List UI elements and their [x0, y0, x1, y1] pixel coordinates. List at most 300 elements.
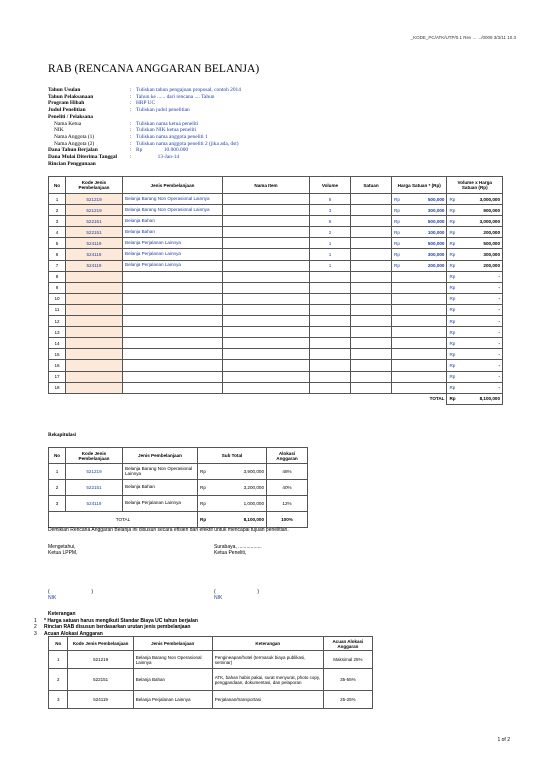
meta-value: Tuliskan NIK ketua peneliti — [136, 127, 197, 134]
row-no: 6 — [49, 249, 66, 260]
meta-label: Tahun Usulan — [48, 87, 81, 93]
row-total-rp: Rp — [447, 293, 464, 304]
row-harga-rp — [392, 282, 410, 293]
row-jenis[interactable] — [123, 282, 223, 293]
row-no: 1 — [49, 194, 66, 205]
row-item[interactable] — [223, 349, 310, 360]
recap-kode: 522151 — [66, 480, 123, 496]
budget-detail-table — [48, 176, 503, 405]
row-harga-rp: Rp — [392, 238, 410, 249]
row-kode[interactable] — [66, 382, 123, 393]
row-satuan[interactable] — [351, 216, 392, 227]
row-satuan[interactable] — [351, 282, 392, 293]
recap-alokasi: 40% — [267, 480, 308, 496]
meta-label: NIK — [54, 127, 64, 134]
row-total: - — [464, 382, 503, 393]
row-kode[interactable]: 522151 — [66, 227, 123, 238]
table-row — [49, 304, 503, 315]
acuan-kode: 522151 — [68, 669, 133, 691]
row-total-rp: Rp — [447, 194, 464, 205]
meta-row — [48, 107, 348, 114]
row-item[interactable] — [223, 282, 310, 293]
row-volume[interactable] — [310, 271, 351, 282]
row-harga[interactable]: 100,000 — [410, 227, 447, 238]
row-satuan[interactable] — [351, 227, 392, 238]
meta-sep: : — [130, 133, 132, 140]
row-no: 16 — [49, 360, 66, 371]
row-volume[interactable] — [310, 304, 351, 315]
row-jenis[interactable] — [123, 271, 223, 282]
row-jenis[interactable] — [123, 349, 223, 360]
meta-sep: : — [130, 140, 132, 147]
row-total: - — [464, 293, 503, 304]
meta-value: 13-Jan-14 — [136, 154, 180, 161]
row-total-rp: Rp — [447, 271, 464, 282]
row-volume[interactable]: 1 — [310, 260, 351, 271]
table-row — [49, 194, 503, 205]
row-harga-rp — [392, 382, 410, 393]
meta-row — [48, 100, 348, 107]
row-item[interactable] — [223, 327, 310, 338]
proposal-meta — [48, 87, 348, 167]
row-total-rp: Rp — [447, 282, 464, 293]
row-jenis[interactable]: Belanja Perjalanan Lainnya — [123, 260, 223, 271]
recap-no: 3 — [49, 496, 66, 512]
meta-row — [48, 127, 348, 134]
row-jenis[interactable] — [123, 382, 223, 393]
row-kode[interactable] — [66, 316, 123, 327]
row-kode[interactable] — [66, 338, 123, 349]
note-num: 1 — [34, 617, 37, 624]
meta-label: Judul Penelitian — [48, 107, 86, 114]
row-item[interactable] — [223, 260, 310, 271]
row-jenis[interactable] — [123, 338, 223, 349]
table-row — [49, 282, 503, 293]
row-item[interactable] — [223, 216, 310, 227]
meta-row — [48, 87, 348, 94]
col-harga: Harga Satuan * (Rp) — [392, 177, 447, 194]
row-jenis[interactable] — [123, 360, 223, 371]
table-row — [49, 205, 503, 216]
row-harga[interactable]: 300,000 — [410, 205, 447, 216]
acuan-value: Maksimal 25% — [323, 651, 372, 669]
row-volume[interactable] — [310, 382, 351, 393]
row-item[interactable] — [223, 205, 310, 216]
col-volume: Volume — [310, 177, 351, 194]
row-jenis[interactable]: Belanja Barang Non Operasional Lainnya — [123, 194, 223, 205]
row-harga[interactable] — [410, 338, 447, 349]
recap-col-subtotal: Sub Total — [198, 448, 267, 464]
row-item[interactable] — [223, 360, 310, 371]
row-total-rp: Rp — [447, 249, 464, 260]
row-total: - — [464, 316, 503, 327]
acuan-col-jenis: Jenis Pembelanjaan — [133, 637, 212, 651]
meta-value: Tuliskan judul penelitian — [136, 107, 190, 114]
row-item[interactable] — [223, 194, 310, 205]
row-harga-rp: Rp — [392, 194, 410, 205]
meta-row — [48, 121, 348, 128]
row-volume[interactable] — [310, 349, 351, 360]
row-kode[interactable] — [66, 327, 123, 338]
row-volume[interactable]: 6 — [310, 194, 351, 205]
row-satuan[interactable] — [351, 316, 392, 327]
row-total: 3,000,000 — [464, 216, 503, 227]
row-harga-rp — [392, 327, 410, 338]
row-jenis[interactable]: Belanja Bahan — [123, 216, 223, 227]
acuan-no: 3 — [49, 691, 68, 709]
meta-row — [48, 114, 348, 121]
row-jenis[interactable]: Belanja Perjalanan Lainnya — [123, 238, 223, 249]
row-no: 14 — [49, 338, 66, 349]
rekap-title: Rekapitulasi — [48, 432, 76, 438]
row-harga[interactable]: 300,000 — [410, 249, 447, 260]
row-harga-rp — [392, 360, 410, 371]
row-satuan[interactable] — [351, 205, 392, 216]
recap-total-pct: 100% — [267, 512, 308, 528]
table-row — [49, 464, 308, 480]
sign-right-name: ( ) — [214, 589, 260, 595]
acuan-kode: 524119 — [68, 691, 133, 709]
row-volume[interactable] — [310, 316, 351, 327]
row-total-rp: Rp — [447, 360, 464, 371]
table-row — [49, 371, 503, 382]
row-harga[interactable] — [410, 304, 447, 315]
acuan-header-row — [49, 637, 373, 651]
meta-label: Tahun Pelaksanaan — [48, 93, 94, 100]
meta-value: Tuliskan tahun pengajuan proposal, contoh 2014 — [136, 87, 241, 93]
row-item[interactable] — [223, 316, 310, 327]
row-item[interactable] — [223, 238, 310, 249]
row-harga[interactable] — [410, 271, 447, 282]
row-satuan[interactable] — [351, 338, 392, 349]
row-satuan[interactable] — [351, 194, 392, 205]
table-row — [49, 327, 503, 338]
row-total-rp: Rp — [447, 338, 464, 349]
acuan-no: 1 — [49, 651, 68, 669]
meta-value: HRP UC — [136, 100, 156, 107]
meta-value: Tuliskan nama anggota peneliti 1 — [136, 133, 208, 140]
row-harga[interactable] — [410, 327, 447, 338]
recap-total-row — [49, 512, 308, 528]
row-volume[interactable]: 2 — [310, 227, 351, 238]
meta-row — [48, 154, 348, 161]
col-jenis: Jenis Pembelanjaan — [123, 177, 223, 194]
row-total: - — [464, 304, 503, 315]
row-harga[interactable] — [410, 371, 447, 382]
row-volume[interactable] — [310, 338, 351, 349]
row-total: 300,000 — [464, 249, 503, 260]
row-total: - — [464, 282, 503, 293]
recap-total-value: 8,100,000 — [218, 512, 266, 528]
recap-total-label: TOTAL — [49, 512, 198, 528]
acuan-value: 35-55% — [323, 669, 372, 691]
row-kode[interactable]: 522151 — [66, 216, 123, 227]
row-volume[interactable] — [310, 282, 351, 293]
sign-left-line2: Ketua LPPM, — [48, 550, 78, 556]
meta-sep — [130, 114, 136, 121]
acuan-jenis: Belanja Barang Non Operasional Lainnya — [133, 651, 212, 669]
row-harga-rp: Rp — [392, 260, 410, 271]
row-satuan[interactable] — [351, 360, 392, 371]
total-label: TOTAL — [49, 393, 447, 404]
meta-row — [48, 94, 348, 101]
row-total: 900,000 — [464, 205, 503, 216]
row-no: 3 — [49, 216, 66, 227]
recap-rp: Rp — [198, 480, 219, 496]
row-jenis[interactable] — [123, 293, 223, 304]
table-row — [49, 338, 503, 349]
row-kode[interactable] — [66, 293, 123, 304]
row-satuan[interactable] — [351, 271, 392, 282]
row-satuan[interactable] — [351, 382, 392, 393]
col-kode: Kode Jenis Pembelanjaan — [66, 177, 123, 194]
row-kode[interactable]: 524119 — [66, 249, 123, 260]
meta-label: Nama Anggota (1) — [54, 133, 95, 140]
row-volume[interactable]: 1 — [310, 249, 351, 260]
row-total-rp: Rp — [447, 238, 464, 249]
row-kode[interactable]: 524119 — [66, 238, 123, 249]
row-kode[interactable] — [66, 371, 123, 382]
table-row — [49, 496, 308, 512]
recap-total-rp: Rp — [198, 512, 219, 528]
recap-subtotal: 3,200,000 — [218, 480, 266, 496]
row-satuan[interactable] — [351, 349, 392, 360]
recap-alokasi: 12% — [267, 496, 308, 512]
sign-left-nik: NIK — [48, 595, 57, 601]
row-kode[interactable] — [66, 282, 123, 293]
row-harga[interactable]: 500,000 — [410, 216, 447, 227]
row-satuan[interactable] — [351, 260, 392, 271]
row-volume[interactable]: 6 — [310, 216, 351, 227]
table-row — [49, 260, 503, 271]
row-kode[interactable] — [66, 304, 123, 315]
row-satuan[interactable] — [351, 304, 392, 315]
table-row — [49, 382, 503, 393]
table-row — [49, 349, 503, 360]
meta-sep: : — [130, 87, 132, 93]
acuan-col-kode: Kode Jenis Pembelanjaan — [68, 637, 133, 651]
meta-label: Program Hibah — [48, 100, 85, 107]
acuan-no: 2 — [49, 669, 68, 691]
row-total: 3,000,000 — [464, 194, 503, 205]
acuan-ket: ATK, bahan habis pakai, surat menyurat, photo copy, penggandaan, dokumentasi, dan pelaporan — [212, 669, 323, 691]
row-harga-rp — [392, 304, 410, 315]
meta-label: Nama Ketua — [54, 120, 82, 127]
row-no: 10 — [49, 293, 66, 304]
acuan-col-acuan: Acuan Alokasi Anggaran — [323, 637, 372, 651]
row-jenis[interactable] — [123, 327, 223, 338]
row-harga-rp: Rp — [392, 249, 410, 260]
row-total: 200,000 — [464, 260, 503, 271]
meta-row — [48, 134, 348, 141]
row-harga[interactable] — [410, 360, 447, 371]
row-total: - — [464, 371, 503, 382]
sign-right-nik: NIK — [214, 595, 223, 601]
row-harga[interactable] — [410, 282, 447, 293]
meta-sep — [130, 161, 136, 168]
note-text: Acuan Alokasi Anggaran — [44, 630, 103, 637]
row-total-rp: Rp — [447, 327, 464, 338]
row-harga-rp — [392, 293, 410, 304]
sign-right-line1: Surabaya, ................. — [214, 544, 262, 550]
row-item[interactable] — [223, 293, 310, 304]
row-no: 4 — [49, 227, 66, 238]
row-harga[interactable] — [410, 382, 447, 393]
row-total-rp: Rp — [447, 216, 464, 227]
row-volume[interactable] — [310, 371, 351, 382]
col-no: No — [49, 177, 66, 194]
row-total-rp: Rp — [447, 349, 464, 360]
table-header-row — [49, 177, 503, 194]
row-volume[interactable] — [310, 360, 351, 371]
note-num: 2 — [34, 624, 37, 630]
row-harga-rp — [392, 349, 410, 360]
row-satuan[interactable] — [351, 293, 392, 304]
acuan-jenis: Belanja Perjalanan Lainnya — [133, 691, 212, 709]
row-item[interactable] — [223, 371, 310, 382]
row-volume[interactable]: 3 — [310, 205, 351, 216]
row-harga-rp — [392, 271, 410, 282]
row-total-rp: Rp — [447, 304, 464, 315]
row-jenis[interactable]: Belanja Barang Non Operasional Lainnya — [123, 205, 223, 216]
table-row — [49, 691, 373, 709]
row-satuan[interactable] — [351, 238, 392, 249]
meta-sep: : — [130, 107, 132, 114]
sign-right-line2: Ketua Peneliti, — [214, 550, 247, 556]
acuan-col-no: No — [49, 637, 68, 651]
row-total-rp: Rp — [447, 205, 464, 216]
table-row — [49, 480, 308, 496]
row-jenis[interactable]: Belanja Bahan — [123, 227, 223, 238]
row-harga[interactable]: 500,000 — [410, 238, 447, 249]
row-no: 18 — [49, 382, 66, 393]
row-item[interactable] — [223, 304, 310, 315]
table-row — [49, 271, 503, 282]
acuan-jenis: Belanja Bahan — [133, 669, 212, 691]
row-jenis[interactable] — [123, 304, 223, 315]
row-kode[interactable]: 521219 — [66, 205, 123, 216]
recap-subtotal: 1,000,000 — [218, 496, 266, 512]
table-row — [49, 249, 503, 260]
notes — [34, 611, 198, 637]
table-row — [49, 238, 503, 249]
recap-col-jenis: Jenis Pembelanjaan — [123, 448, 198, 464]
page-title: RAB (RENCANA ANGGARAN BELANJA) — [48, 63, 260, 75]
row-total: 200,000 — [464, 227, 503, 238]
acuan-value: 25-25% — [323, 691, 372, 709]
table-row — [49, 227, 503, 238]
row-volume[interactable] — [310, 327, 351, 338]
meta-label: Dana Tahun Berjalan — [48, 147, 98, 154]
meta-label: Dana Mulai Diterima Tanggal — [48, 154, 118, 161]
recap-rp: Rp — [198, 496, 219, 512]
notes-title: Keterangan — [48, 611, 76, 617]
meta-value: Rp 10.000.000 — [136, 147, 189, 154]
recap-col-kode: Kode Jenis Pembelanjaan — [66, 448, 123, 464]
meta-label: Nama Anggota (2) — [54, 140, 95, 147]
acuan-ket: Perjalanan/transportasi — [212, 691, 323, 709]
recap-rp: Rp — [198, 464, 219, 480]
row-harga-rp — [392, 371, 410, 382]
row-item[interactable] — [223, 249, 310, 260]
row-kode[interactable] — [66, 349, 123, 360]
document-code: _KODE_PC/ATK/UTP/0.1 Rev ... .../0009 3/3/11 10.3 — [410, 35, 516, 40]
page-number: 1 of 2 — [497, 737, 510, 743]
col-item: Nama Item — [223, 177, 310, 194]
total-value: 8,100,000 — [464, 393, 503, 404]
row-volume[interactable] — [310, 293, 351, 304]
signature-left — [48, 544, 93, 601]
total-row — [49, 393, 503, 404]
recap-header-row — [49, 448, 308, 464]
row-item[interactable] — [223, 271, 310, 282]
row-item[interactable] — [223, 382, 310, 393]
recap-table — [48, 447, 308, 528]
table-row — [49, 216, 503, 227]
table-row — [49, 669, 373, 691]
row-total-rp: Rp — [447, 227, 464, 238]
statement-text: Demikian Rencana Anggaran Belanja ini disusun secara efisien dan efektif untuk mencapai tujuan penelitian. — [48, 527, 289, 533]
recap-kode: 521219 — [66, 464, 123, 480]
row-harga[interactable] — [410, 293, 447, 304]
recap-jenis: Belanja Barang Non Operasional Lainnya — [123, 464, 198, 480]
row-harga[interactable] — [410, 316, 447, 327]
row-satuan[interactable] — [351, 249, 392, 260]
row-kode[interactable]: 524119 — [66, 260, 123, 271]
row-no: 7 — [49, 260, 66, 271]
meta-value: Tahun ke ...... dari rencana .... Tahun — [136, 93, 215, 100]
acuan-kode: 521219 — [68, 651, 133, 669]
row-harga[interactable]: 200,000 — [410, 260, 447, 271]
row-no: 9 — [49, 282, 66, 293]
col-satuan: Satuan — [351, 177, 392, 194]
row-kode[interactable] — [66, 271, 123, 282]
table-row — [49, 360, 503, 371]
acuan-ket: Pengineapan/hotel (termasuk biaya publikasi, seminar) — [212, 651, 323, 669]
row-item[interactable] — [223, 338, 310, 349]
row-total-rp: Rp — [447, 382, 464, 393]
sign-left-line1: Mengetahui, — [48, 544, 76, 550]
acuan-col-ket: Keterangan — [212, 637, 323, 651]
row-total: - — [464, 338, 503, 349]
recap-no: 2 — [49, 480, 66, 496]
meta-row — [48, 147, 348, 154]
row-kode[interactable]: 521219 — [66, 194, 123, 205]
row-no: 12 — [49, 316, 66, 327]
recap-no: 1 — [49, 464, 66, 480]
row-no: 11 — [49, 304, 66, 315]
row-satuan[interactable] — [351, 327, 392, 338]
row-no: 8 — [49, 271, 66, 282]
row-volume[interactable]: 1 — [310, 238, 351, 249]
meta-label: Peneliti / Pelaksana — [48, 113, 93, 120]
row-jenis[interactable]: Belanja Perjalanan Lainnya — [123, 249, 223, 260]
row-item[interactable] — [223, 227, 310, 238]
row-no: 5 — [49, 238, 66, 249]
row-satuan[interactable] — [351, 371, 392, 382]
meta-value: Tuliskan nama anggota peneliti 2 (jika ada, dst) — [136, 140, 239, 147]
table-row — [49, 651, 373, 669]
row-jenis[interactable] — [123, 316, 223, 327]
meta-row — [48, 141, 348, 148]
table-row — [49, 316, 503, 327]
row-harga[interactable] — [410, 349, 447, 360]
row-harga[interactable]: 500,000 — [410, 194, 447, 205]
row-total-rp: Rp — [447, 260, 464, 271]
row-kode[interactable] — [66, 360, 123, 371]
recap-col-no: No — [49, 448, 66, 464]
row-jenis[interactable] — [123, 371, 223, 382]
